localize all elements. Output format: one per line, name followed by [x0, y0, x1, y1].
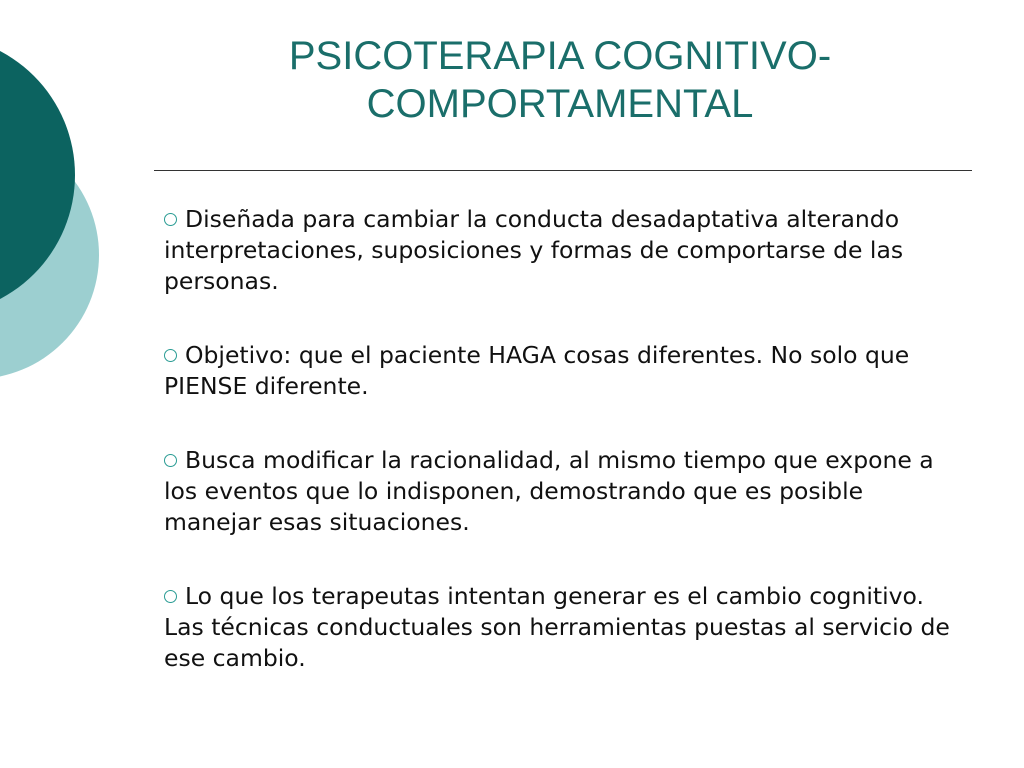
title-line-2: COMPORTAMENTAL [366, 82, 754, 126]
bullet-item [164, 581, 964, 674]
decorative-circles [0, 0, 120, 420]
bullet-text: Lo que los terapeutas intentan generar es el cambio cognitivo. Las técnicas conductuales son herramientas puestas al servicio de ese cambio. [164, 582, 950, 672]
bullet-text: Objetivo: que el paciente HAGA cosas diferentes. No solo que PIENSE diferente. [164, 341, 910, 400]
circle-bullet-icon [164, 454, 177, 467]
bullet-item [164, 204, 964, 297]
bullet-item [164, 340, 964, 402]
title-divider [154, 170, 972, 171]
slide-title [160, 32, 960, 128]
bullet-text: Diseñada para cambiar la conducta desadaptativa alterando interpretaciones, suposiciones y formas de comportarse de las personas. [164, 205, 904, 295]
circle-bullet-icon [164, 590, 177, 603]
bullet-item [164, 445, 964, 538]
circle-bullet-icon [164, 213, 177, 226]
circle-bullet-icon [164, 349, 177, 362]
bullet-text: Busca modificar la racionalidad, al mismo tiempo que expone a los eventos que lo indisponen, demostrando que es posible manejar esas situaciones. [164, 446, 934, 536]
bullet-list [164, 204, 964, 717]
title-line-1: PSICOTERAPIA COGNITIVO- [288, 34, 832, 78]
